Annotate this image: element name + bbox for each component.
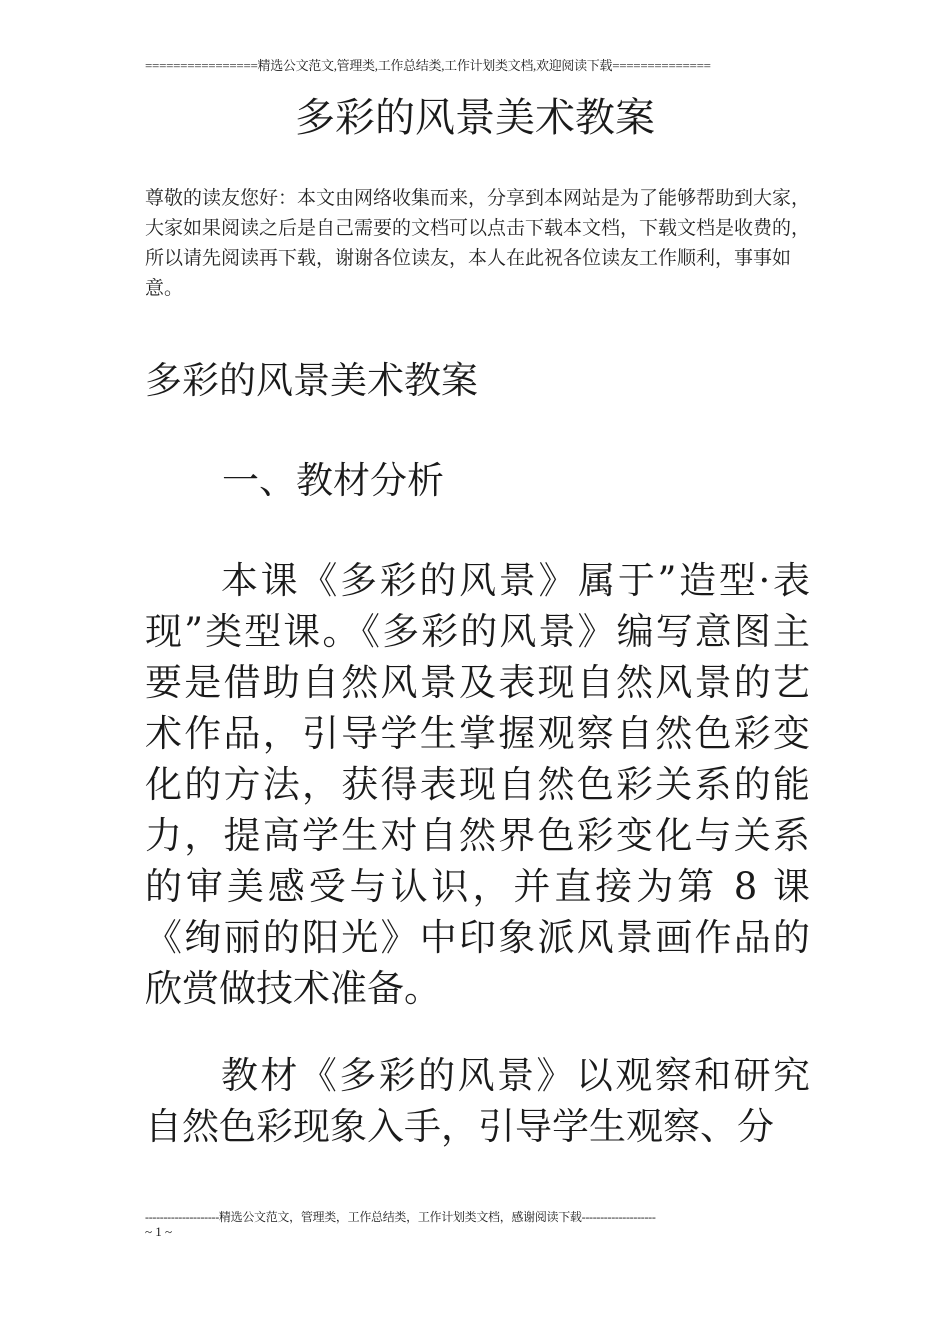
reader-notice: 尊敬的读友您好：本文由网络收集而来，分享到本网站是为了能够帮助到大家，大家如果阅读之后是自己需要的文档可以点击下载本文档，下载文档是收费的，所以请先阅读再下载，谢谢各位读友，本人在此祝各位读友工作顺利，事事如意。: [145, 187, 811, 299]
document-title: 多彩的风景美术教案: [295, 95, 655, 141]
section-title: 多彩的风景美术教案: [145, 359, 478, 402]
heading-textbook-analysis: 一、教材分析: [222, 459, 444, 502]
footer-banner: --------------------精选公文范文，管理类，工作总结类，工作计划类文档，感谢阅读下载--------------------: [145, 1210, 656, 1224]
body-paragraph: 教材《多彩的风景》以观察和研究自然色彩现象入手，引导学生观察、分: [145, 1054, 810, 1148]
header-banner: ================精选公文范文,管理类,工作总结类,工作计划类文档,欢迎阅读下载==============: [145, 58, 711, 73]
page-number: ~ 1 ~: [145, 1224, 173, 1239]
body-paragraph: 本课《多彩的风景》属于”造型·表现”类型课。《多彩的风景》编写意图主要是借助自然风景及表现自然风景的艺术作品，引导学生掌握观察自然色彩变化的方法，获得表现自然色彩关系的能力，提高学生对自然界色彩变化与关系的审美感受与认识，并直接为第 8 课《绚丽的阳光》中印象派风景画作品的欣赏做技术准备。: [145, 559, 810, 1010]
